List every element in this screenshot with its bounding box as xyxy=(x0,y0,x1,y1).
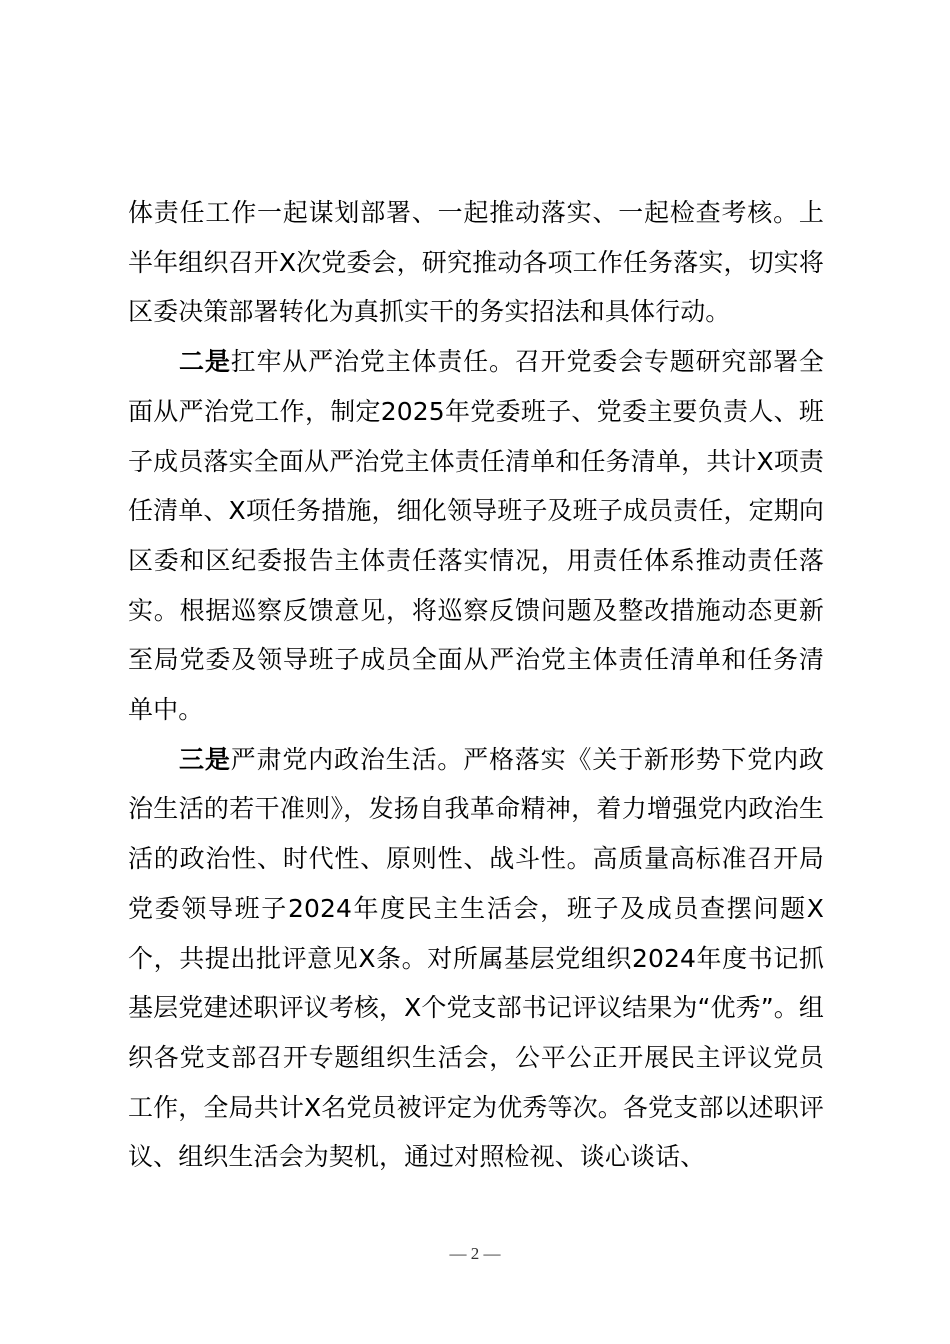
paragraph-lead: 二是 xyxy=(179,347,231,377)
paragraph-lead: 三是 xyxy=(179,744,231,774)
document-body xyxy=(128,188,824,1182)
paragraph-third xyxy=(128,735,824,1182)
paragraph-second xyxy=(128,337,824,735)
paragraph-text: 严肃党内政治生活。严格落实《关于新形势下党内政治生活的若干准则》，发扬自我革命精神，着力增强党内政治生活的政治性、时代性、原则性、战斗性。高质量高标准召开局党委领导班子2024年度民主生活会，班子及成员查摆问题X个，共提出批评意见X条。对所属基层党组织2024年度书记抓基层党建述职评议考核，X个党支部书记评议结果为“优秀”。组织各党支部召开专题组织生活会，公平公正开展民主评议党员工作，全局共计X名党员被评定为优秀等次。各党支部以述职评议、组织生活会为契机，通过对照检视、谈心谈话、 xyxy=(128,744,825,1172)
paragraph-text: 体责任工作一起谋划部署、一起推动落实、一起检查考核。上半年组织召开X次党委会，研究推动各项工作任务落实，切实将区委决策部署转化为真抓实干的务实招法和具体行动。 xyxy=(128,198,824,327)
paragraph-continuation xyxy=(128,188,824,337)
paragraph-text: 扛牢从严治党主体责任。召开党委会专题研究部署全面从严治党工作，制定2025年党委班子、党委主要负责人、班子成员落实全面从严治党主体责任清单和任务清单，共计X项责任清单、X项任务措施，细化领导班子及班子成员责任，定期向区委和区纪委报告主体责任落实情况，用责任体系推动责任落实。根据巡察反馈意见，将巡察反馈问题及整改措施动态更新至局党委及领导班子成员全面从严治党主体责任清单和任务清单中。 xyxy=(128,347,825,725)
page-number: — 2 — xyxy=(449,1244,501,1263)
